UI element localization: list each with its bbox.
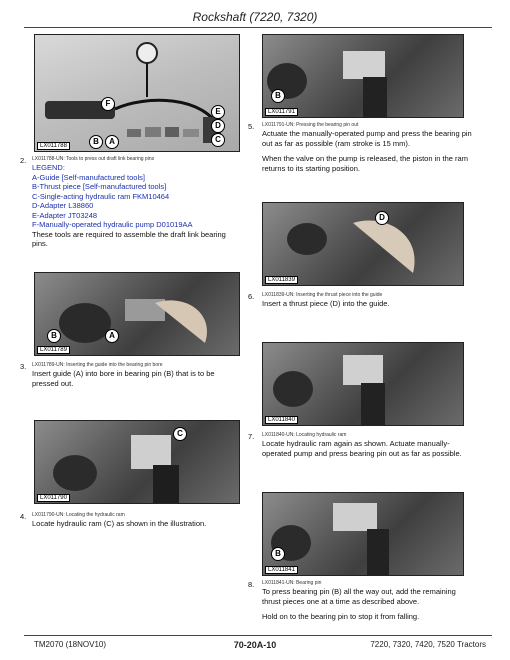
step-number: 3. (20, 362, 27, 371)
header-rule (24, 27, 492, 28)
legend-item: A-Guide [Self-manufactured tools] (32, 172, 145, 182)
photo-thrust-piece (262, 202, 464, 286)
photo-guide-insert (34, 272, 240, 356)
step-caption: LX011840-UN: Locating hydraulic ram (262, 432, 347, 438)
footer-rule (24, 635, 492, 636)
callout-b: B (271, 547, 285, 561)
tools-illustration (35, 35, 239, 151)
footer-page-number: 70-20A-10 (233, 640, 277, 650)
photo-ram-locate (34, 420, 240, 504)
callout-c: C (211, 133, 225, 147)
step-note: When the valve on the pump is released, the piston in the ram returns to its starting position. (262, 154, 468, 173)
step-caption: LX011790-UN: Locating the hydraulic ram (32, 512, 125, 518)
photo-id: LX011789 (37, 346, 70, 354)
legend-title: LEGEND: (32, 163, 65, 172)
step-number: 5. (248, 122, 255, 131)
step-3 (20, 362, 242, 388)
callout-b: B (89, 135, 103, 149)
step-text: To press bearing pin (B) all the way out, add the remaining thrust pieces one at a time as described above. (262, 587, 456, 606)
callout-f: F (101, 97, 115, 111)
step-caption: LX011839-UN: Inserting the thrust piece into the guide (262, 292, 383, 298)
photo-id: LX011788 (37, 142, 70, 150)
callout-b: B (47, 329, 61, 343)
step-number: 2. (20, 156, 27, 165)
step-number: 7. (248, 432, 255, 441)
legend-item: F-Manually-operated hydraulic pump D01019AA (32, 220, 193, 229)
step-6 (248, 292, 474, 309)
ram-illustration (35, 421, 239, 503)
footer-doc-id: TM2070 (18NOV10) (34, 640, 107, 649)
photo-ram-relocate (262, 342, 464, 426)
legend-item: C-Single-acting hydraulic ram FKM10464 (32, 191, 170, 201)
page-title: Rockshaft (7220, 7320) (192, 10, 318, 24)
step-number: 6. (248, 292, 255, 301)
step-note: Hold on to the bearing pin to stop it from falling. (262, 612, 420, 621)
callout-a: A (105, 135, 119, 149)
step-text: Insert guide (A) into bore in bearing pin (B) that is to be pressed out. (32, 369, 215, 388)
photo-press-out (262, 34, 464, 118)
callout-b: B (271, 89, 285, 103)
photo-tools (34, 34, 240, 152)
step-5 (248, 122, 474, 173)
step-4 (20, 512, 242, 529)
step-text: Insert a thrust piece (D) into the guide. (262, 299, 390, 308)
step-caption: LX011788-UN: Tools to press out draft link bearing pins (32, 156, 155, 162)
photo-bearing-pin (262, 492, 464, 576)
step-7 (248, 432, 474, 458)
legend-item: D-Adapter L38860 (32, 201, 94, 210)
legend-item: E-Adapter JT03248 (32, 210, 98, 220)
photo-id: LX011791 (265, 108, 298, 116)
step-number: 8. (248, 580, 255, 589)
photo-id: LX011841 (265, 566, 298, 574)
step-text: Locate hydraulic ram again as shown. Actuate manually-operated pump and press bearing pin out as far as possible. (262, 439, 462, 458)
step-text: Actuate the manually-operated pump and press the bearing pin out as far as possible (ram stroke is 15 mm). (262, 129, 472, 148)
step-text: Locate hydraulic ram (C) as shown in the illustration. (32, 519, 207, 528)
step-number: 4. (20, 512, 27, 521)
photo-id: LX011840 (265, 416, 298, 424)
relocate-illustration (263, 343, 463, 425)
photo-id: LX011790 (37, 494, 70, 502)
step-text: These tools are required to assemble the draft link bearing pins. (32, 229, 226, 248)
thrust-illustration (263, 203, 463, 285)
step-caption: LX011791-UN: Pressing the bearing pin out (262, 122, 359, 128)
callout-d: D (375, 211, 389, 225)
guide-illustration (35, 273, 239, 355)
callout-e: E (211, 105, 225, 119)
step-8 (248, 580, 474, 622)
footer-models: 7220, 7320, 7420, 7520 Tractors (370, 640, 486, 649)
callout-a: A (105, 329, 119, 343)
photo-id: LX011839 (265, 276, 298, 284)
callout-c: C (173, 427, 187, 441)
bearing-illustration (263, 493, 463, 575)
legend-item: B-Thrust piece [Self-manufactured tools] (32, 182, 167, 191)
callout-d: D (211, 119, 225, 133)
step-caption: LX011789-UN: Inserting the guide into the bearing pin bore (32, 362, 163, 368)
step-2 (20, 156, 242, 249)
press-illustration (263, 35, 463, 117)
step-caption: LX011841-UN: Bearing pin (262, 580, 322, 586)
